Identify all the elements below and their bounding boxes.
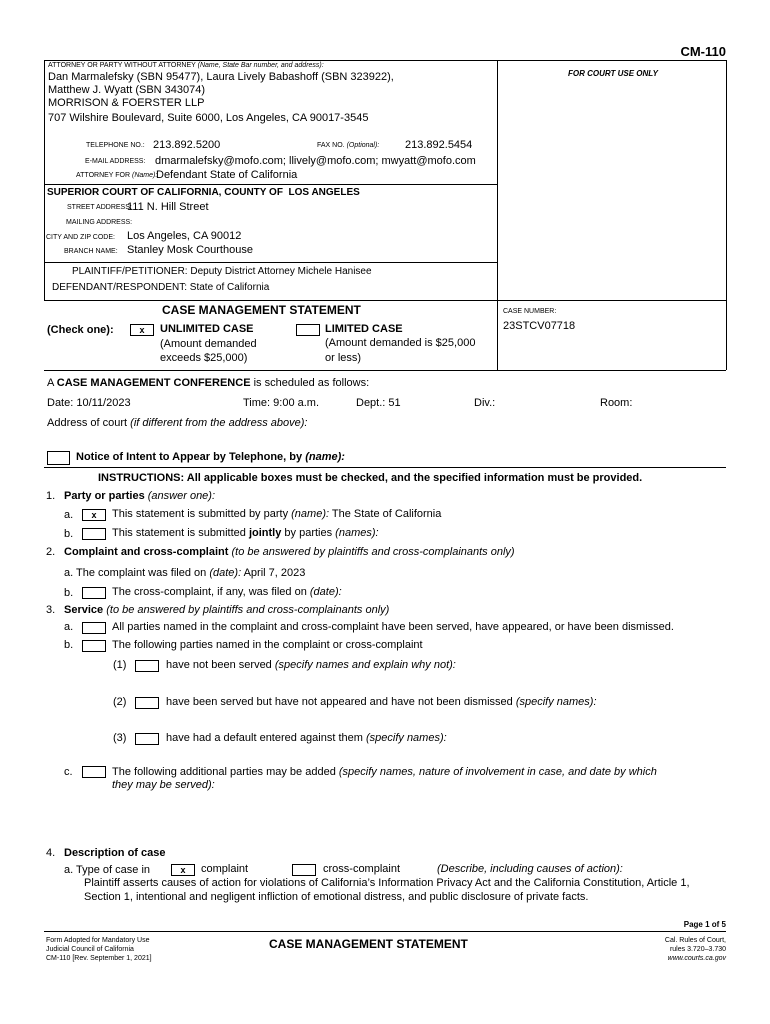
unlimited-note-2: exceeds $25,000) <box>160 352 248 364</box>
section3-b-letter: b. <box>64 639 74 651</box>
limited-case-label: LIMITED CASE <box>325 323 403 335</box>
conference-div: Div.: <box>474 397 496 409</box>
fax-label: FAX NO. (Optional): <box>317 142 380 149</box>
section3-b-text: The following parties named in the complaint or cross-complaint <box>112 639 423 651</box>
mailing-label: MAILING ADDRESS: <box>66 219 133 226</box>
section1-b-letter: b. <box>64 528 74 540</box>
footer-right-1: Cal. Rules of Court, <box>664 937 726 944</box>
section3-b2-num: (2) <box>113 696 127 708</box>
conference-room: Room: <box>600 397 633 409</box>
attorney-for-label: ATTORNEY FOR (Name): <box>76 172 158 179</box>
unlimited-case-label: UNLIMITED CASE <box>160 323 254 335</box>
section3-b3-text: have had a default entered against them (specify names): <box>166 732 447 744</box>
footer-title: CASE MANAGEMENT STATEMENT <box>269 937 468 951</box>
section3-heading: Service (to be answered by plaintiffs and cross-complainants only) <box>64 604 390 616</box>
case-number-value: 23STCV07718 <box>503 320 576 332</box>
limited-note-1: (Amount demanded is $25,000 <box>325 337 476 349</box>
cross-complaint-label: cross-complaint <box>323 863 401 875</box>
cross-complaint-checkbox[interactable] <box>292 864 316 876</box>
conference-time: Time: 9:00 a.m. <box>243 397 320 409</box>
court-section-rule <box>44 184 497 185</box>
footer-right-3[interactable]: www.courts.ca.gov <box>667 955 726 962</box>
section3-b1-text: have not been served (specify names and explain why not): <box>166 659 456 671</box>
section1-a-letter: a. <box>64 509 74 521</box>
section2-num: 2. <box>46 546 56 558</box>
section4-hint: (Describe, including causes of action): <box>437 863 623 875</box>
conference-dept: Dept.: 51 <box>356 397 401 409</box>
branch-value: Stanley Mosk Courthouse <box>127 244 253 256</box>
section3-b-checkbox[interactable] <box>82 640 106 652</box>
section4-num: 4. <box>46 847 56 859</box>
section1-b-text: This statement is submitted jointly by parties (names): <box>112 527 379 539</box>
check-one-label: (Check one): <box>47 324 114 336</box>
case-description-line-1: Plaintiff asserts causes of action for violations of California’s Information Privacy Act and the California Constitution, Article 1, <box>84 877 690 889</box>
branch-label: BRANCH NAME: <box>64 248 118 255</box>
notice-telephone-checkbox[interactable] <box>47 451 70 465</box>
notice-telephone-label: Notice of Intent to Appear by Telephone, by (name): <box>76 451 345 463</box>
section3-c-hint-2: they may be served): <box>112 779 215 791</box>
court-heading: SUPERIOR COURT OF CALIFORNIA, COUNTY OF LOS ANGELES <box>47 187 360 198</box>
unlimited-note-1: (Amount demanded <box>160 338 257 350</box>
footer-left-3: CM-110 [Rev. September 1, 2021] <box>46 955 152 962</box>
footer-right-2: rules 3.720–3.730 <box>669 946 726 953</box>
section3-a-letter: a. <box>64 621 74 633</box>
section1-a-text: This statement is submitted by party (name): The State of California <box>112 508 442 520</box>
unlimited-case-checkbox[interactable]: x <box>130 324 154 336</box>
section2-b-text: The cross-complaint, if any, was filed on (date): <box>112 586 342 598</box>
instructions: INSTRUCTIONS: All applicable boxes must be checked, and the specified information must be provided. <box>98 472 643 484</box>
plaintiff-row: PLAINTIFF/PETITIONER: Deputy District Attorney Michele Hanisee <box>72 266 372 277</box>
telephone-label: TELEPHONE NO.: <box>86 142 145 149</box>
section2-b-checkbox[interactable] <box>82 587 106 599</box>
court-use-label: FOR COURT USE ONLY <box>568 69 658 78</box>
email-label: E-MAIL ADDRESS: <box>85 158 146 165</box>
street-value: 111 N. Hill Street <box>127 201 209 213</box>
conference-date: Date: 10/11/2023 <box>47 397 131 409</box>
section1-b-checkbox[interactable] <box>82 528 106 540</box>
statement-title: CASE MANAGEMENT STATEMENT <box>162 303 361 317</box>
attorney-line-2: Matthew J. Wyatt (SBN 343074) <box>48 84 206 96</box>
attorney-line-1: Dan Marmalefsky (SBN 95477), Laura Lively Babashoff (SBN 323922), <box>48 71 394 83</box>
telephone-value: 213.892.5200 <box>153 139 221 151</box>
section3-b2-checkbox[interactable] <box>135 697 159 709</box>
defendant-row: DEFENDANT/RESPONDENT: State of California <box>52 282 270 293</box>
form-id: CM-110 <box>680 44 726 59</box>
email-value: dmarmalefsky@mofo.com; llively@mofo.com; mwyatt@mofo.com <box>155 155 476 167</box>
section2-heading: Complaint and cross-complaint (to be answered by plaintiffs and cross-complainants only) <box>64 546 515 558</box>
city-value: Los Angeles, CA 90012 <box>127 230 242 242</box>
header-right-rule <box>726 60 727 370</box>
conference-intro: A CASE MANAGEMENT CONFERENCE is scheduled as follows: <box>47 377 370 389</box>
section3-a-text: All parties named in the complaint and cross-complaint have been served, have appeared, or have been dismissed. <box>112 621 674 633</box>
section3-b3-checkbox[interactable] <box>135 733 159 745</box>
complaint-label: complaint <box>201 863 249 875</box>
statement-bottom-rule <box>44 370 726 371</box>
conference-bottom-rule <box>44 467 726 468</box>
footer-left-1: Form Adopted for Mandatory Use <box>46 937 150 944</box>
section1-num: 1. <box>46 490 56 502</box>
section1-heading: Party or parties (answer one): <box>64 490 216 502</box>
section2-b-letter: b. <box>64 587 74 599</box>
footer-left-2: Judicial Council of California <box>46 946 134 953</box>
section3-c-text: The following additional parties may be added (specify names, nature of involvement in case, and date by which <box>112 766 657 778</box>
page-number: Page 1 of 5 <box>683 920 726 929</box>
section3-num: 3. <box>46 604 56 616</box>
section3-b2-text: have been served but have not appeared and have not been dismissed (specify names): <box>166 696 597 708</box>
section3-b1-checkbox[interactable] <box>135 660 159 672</box>
attorney-line-3: MORRISON & FOERSTER LLP <box>48 97 205 109</box>
city-label: CITY AND ZIP CODE: <box>46 234 115 241</box>
court-use-divider <box>497 60 498 370</box>
section3-a-checkbox[interactable] <box>82 622 106 634</box>
statement-section-rule <box>44 300 726 301</box>
parties-section-rule <box>44 262 497 263</box>
section1-a-checkbox[interactable]: x <box>82 509 106 521</box>
attorney-for-value: Defendant State of California <box>156 169 298 181</box>
limited-case-checkbox[interactable] <box>296 324 320 336</box>
attorney-label: ATTORNEY OR PARTY WITHOUT ATTORNEY (Name, State Bar number, and address): <box>48 62 324 69</box>
case-number-label: CASE NUMBER: <box>503 308 557 315</box>
section4-heading: Description of case <box>64 847 166 859</box>
section3-b3-num: (3) <box>113 732 127 744</box>
street-label: STREET ADDRESS: <box>67 204 132 211</box>
case-description-line-2: Section 1, intentional and negligent infliction of emotional distress, and public disclosure of private facts. <box>84 891 589 903</box>
header-top-rule <box>44 60 726 61</box>
header-left-rule <box>44 60 45 300</box>
section4-a-text: a. Type of case in <box>64 864 151 876</box>
footer-rule <box>44 931 726 932</box>
limited-note-2: or less) <box>325 352 362 364</box>
complaint-checkbox[interactable]: x <box>171 864 195 876</box>
court-address-label: Address of court (if different from the address above): <box>47 417 308 429</box>
fax-value: 213.892.5454 <box>405 139 473 151</box>
section2-a-text: a. The complaint was filed on (date): April 7, 2023 <box>64 567 306 579</box>
section3-c-letter: c. <box>64 766 73 778</box>
section3-b1-num: (1) <box>113 659 127 671</box>
section3-c-checkbox[interactable] <box>82 766 106 778</box>
attorney-line-4: 707 Wilshire Boulevard, Suite 6000, Los Angeles, CA 90017-3545 <box>48 112 369 124</box>
